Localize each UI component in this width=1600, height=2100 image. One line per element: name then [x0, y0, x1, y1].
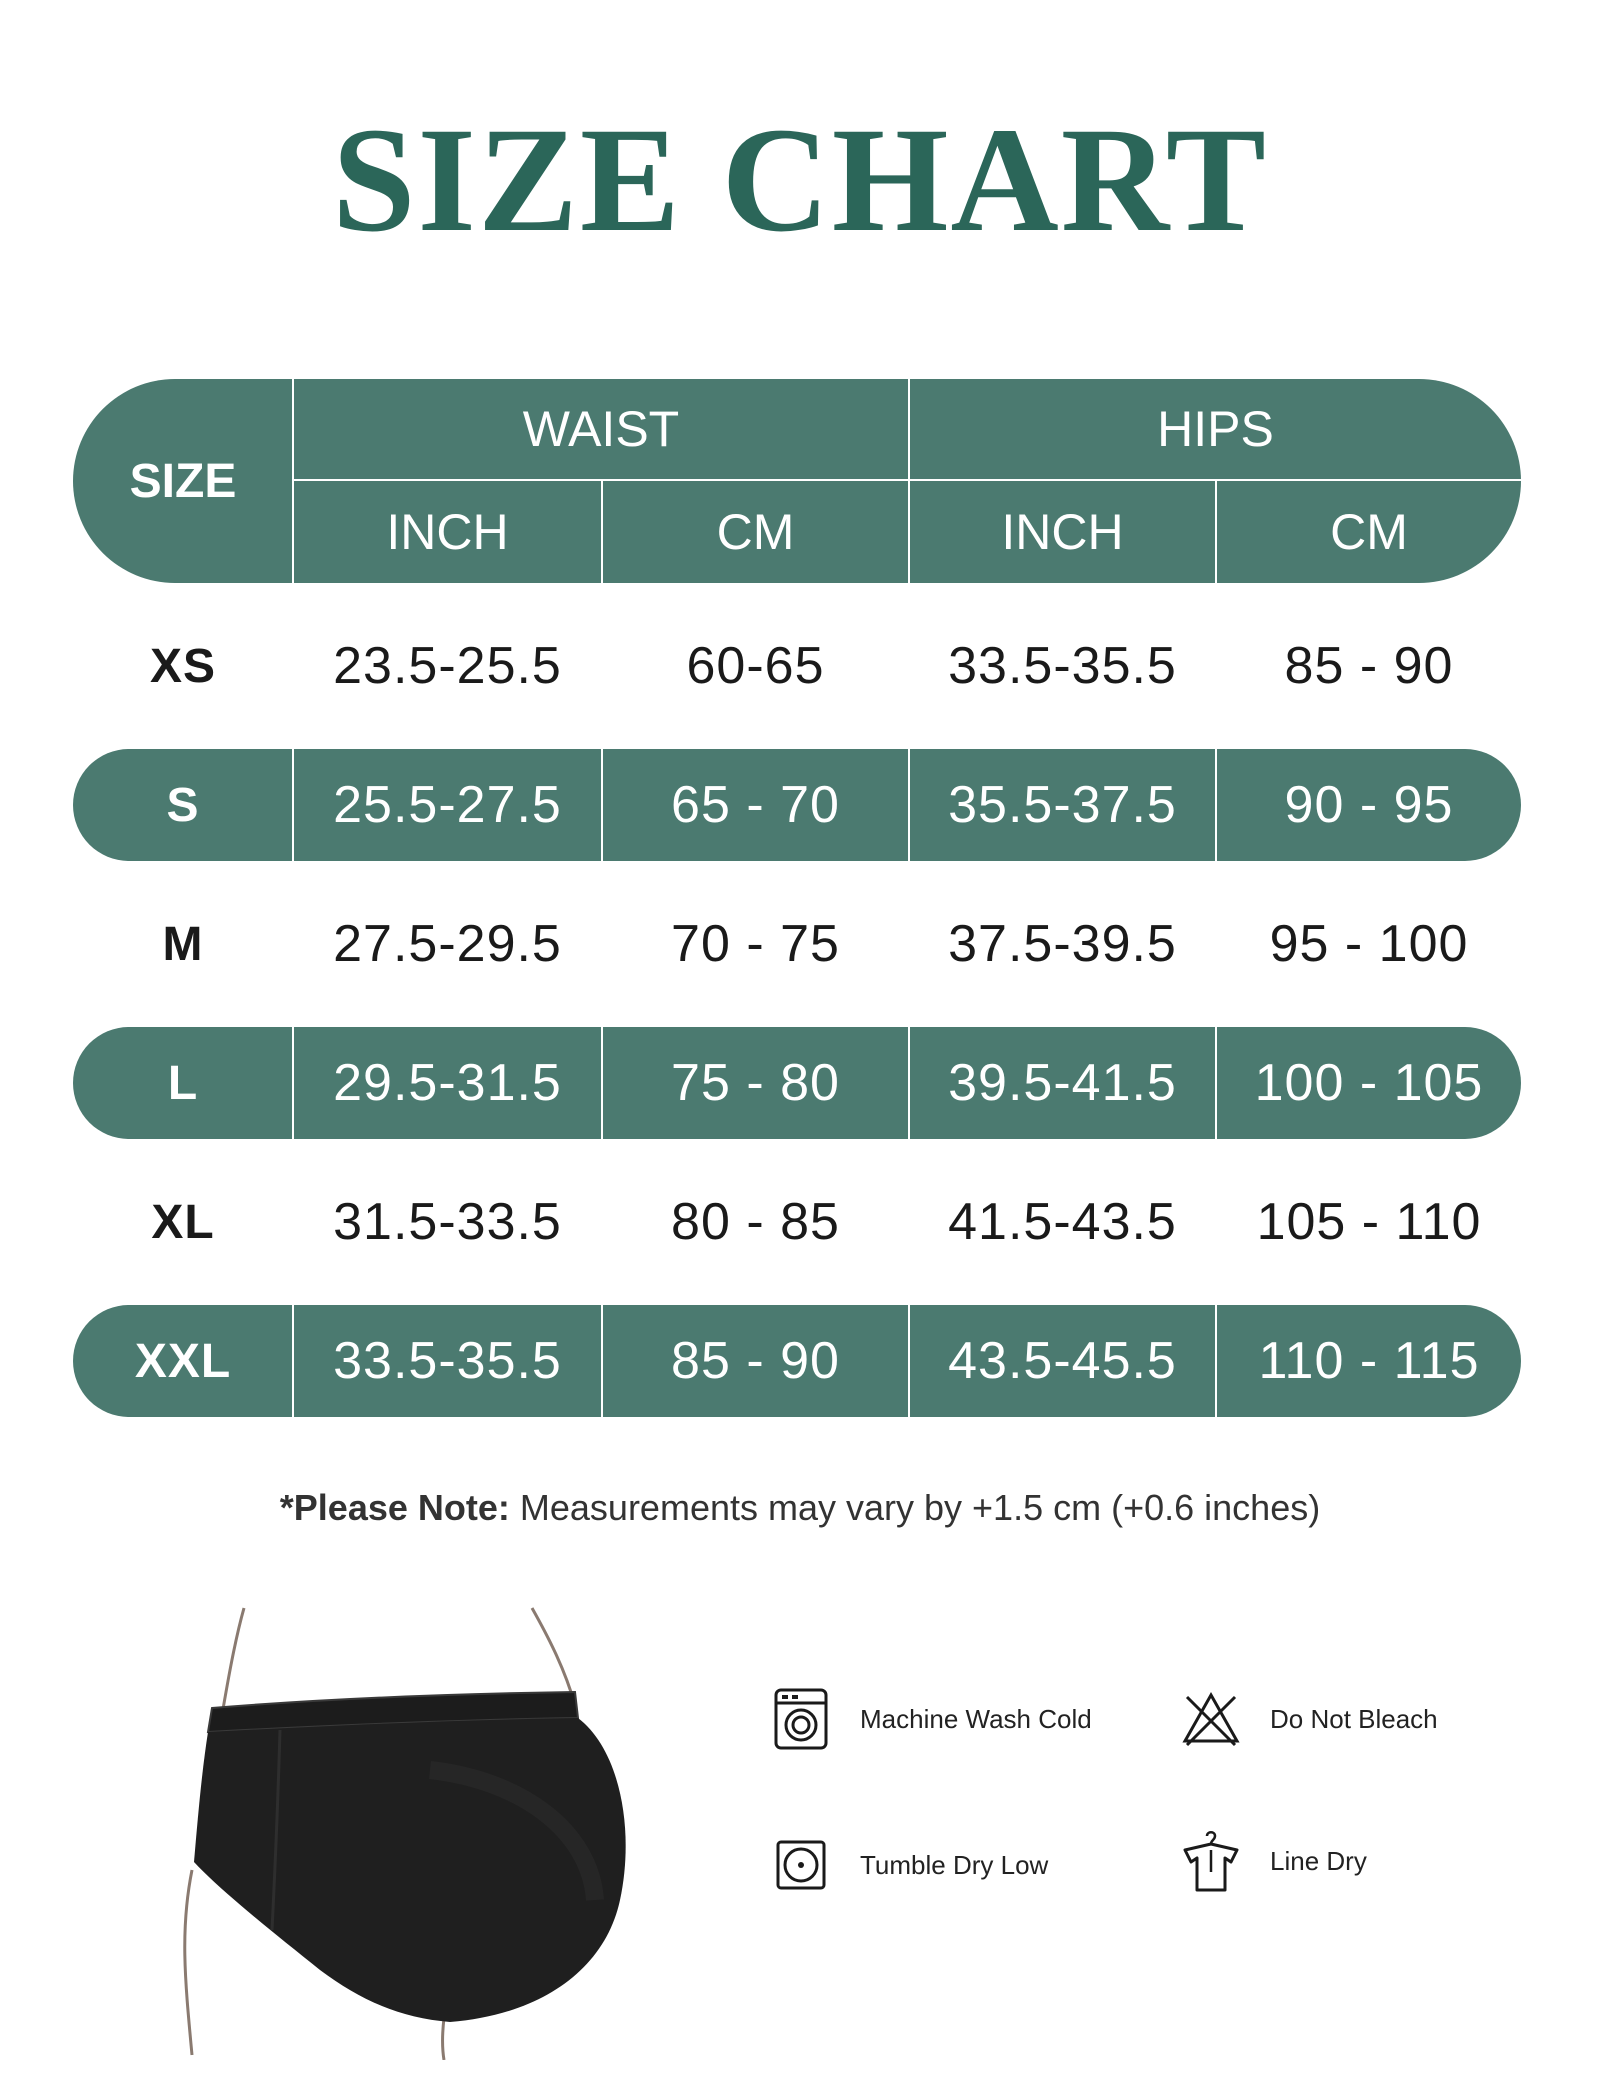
hips-cm-cell: 85 - 90 — [1284, 637, 1454, 695]
divider — [601, 480, 603, 583]
size-cell: L — [167, 1056, 199, 1110]
hips-cm-cell: 90 - 95 — [1284, 776, 1454, 834]
waist-cm-cell: 80 - 85 — [671, 1193, 840, 1251]
divider — [1215, 1305, 1217, 1417]
header-waist-inch: INCH — [386, 504, 509, 560]
product-brief-image — [180, 1600, 650, 2060]
tumble-dry-icon — [770, 1834, 832, 1896]
header-hips: HIPS — [1157, 401, 1274, 457]
note-text: Measurements may vary by +1.5 cm (+0.6 inches) — [509, 1487, 1321, 1528]
divider — [601, 1027, 603, 1139]
hips-inch-cell: 41.5-43.5 — [948, 1193, 1177, 1251]
waist-cm-cell: 65 - 70 — [671, 776, 840, 834]
hips-inch-cell: 39.5-41.5 — [948, 1054, 1177, 1112]
line-dry-icon — [1180, 1830, 1242, 1892]
waist-inch-cell: 23.5-25.5 — [333, 637, 562, 695]
header-hips-cm: CM — [1330, 504, 1408, 560]
divider — [908, 1027, 910, 1139]
divider — [292, 479, 1521, 481]
hips-inch-cell: 33.5-35.5 — [948, 637, 1177, 695]
hips-cm-cell: 105 - 110 — [1256, 1193, 1482, 1251]
table-row — [73, 1305, 1521, 1417]
care-label: Do Not Bleach — [1270, 1703, 1438, 1734]
divider — [1215, 749, 1217, 861]
header-waist-cm: CM — [716, 504, 795, 560]
hips-inch-cell: 35.5-37.5 — [948, 776, 1177, 834]
divider — [601, 749, 603, 861]
header-hips-inch: INCH — [1001, 504, 1124, 560]
divider — [1215, 1027, 1217, 1139]
size-cell: S — [166, 778, 200, 832]
divider — [292, 379, 294, 583]
divider — [292, 1305, 294, 1417]
hips-cm-cell: 110 - 115 — [1258, 1332, 1480, 1390]
waist-inch-cell: 27.5-29.5 — [333, 915, 562, 973]
measurement-note — [0, 1487, 1600, 1529]
table-row — [73, 1166, 1521, 1278]
do-not-bleach-icon — [1180, 1688, 1242, 1750]
machine-wash-icon — [770, 1688, 832, 1750]
table-header — [73, 379, 1521, 583]
care-label: Tumble Dry Low — [860, 1849, 1049, 1880]
care-line-dry — [1180, 1830, 1367, 1892]
divider — [908, 1305, 910, 1417]
hips-inch-cell: 37.5-39.5 — [948, 915, 1177, 973]
size-cell: XS — [149, 639, 217, 693]
divider — [292, 1027, 294, 1139]
size-cell: XL — [151, 1195, 215, 1249]
table-row — [73, 749, 1521, 861]
hips-inch-cell: 43.5-45.5 — [948, 1332, 1177, 1390]
care-label: Line Dry — [1270, 1845, 1367, 1876]
size-cell: M — [162, 917, 204, 971]
waist-inch-cell: 29.5-31.5 — [333, 1054, 562, 1112]
divider — [908, 749, 910, 861]
header-waist: WAIST — [522, 401, 680, 457]
waist-cm-cell: 70 - 75 — [671, 915, 840, 973]
divider — [601, 1305, 603, 1417]
size-cell: XXL — [134, 1334, 232, 1388]
care-machine-wash — [770, 1688, 1092, 1750]
divider — [1215, 480, 1217, 583]
size-table — [73, 379, 1521, 1417]
hips-cm-cell: 95 - 100 — [1269, 915, 1469, 973]
header-size: SIZE — [129, 454, 237, 508]
divider — [292, 749, 294, 861]
table-row — [73, 610, 1521, 722]
care-do-not-bleach — [1180, 1688, 1438, 1750]
waist-cm-cell: 60-65 — [686, 637, 825, 695]
waist-cm-cell: 75 - 80 — [671, 1054, 840, 1112]
divider — [908, 379, 910, 583]
waist-cm-cell: 85 - 90 — [671, 1332, 840, 1390]
note-label: *Please Note: — [279, 1487, 510, 1528]
waist-inch-cell: 25.5-27.5 — [333, 776, 562, 834]
table-row — [73, 1027, 1521, 1139]
care-tumble-dry — [770, 1834, 1048, 1896]
page-title: SIZE CHART — [332, 97, 1268, 263]
table-row — [73, 888, 1521, 1000]
waist-inch-cell: 31.5-33.5 — [333, 1193, 562, 1251]
care-label: Machine Wash Cold — [860, 1703, 1092, 1734]
waist-inch-cell: 33.5-35.5 — [333, 1332, 562, 1390]
hips-cm-cell: 100 - 105 — [1254, 1054, 1484, 1112]
